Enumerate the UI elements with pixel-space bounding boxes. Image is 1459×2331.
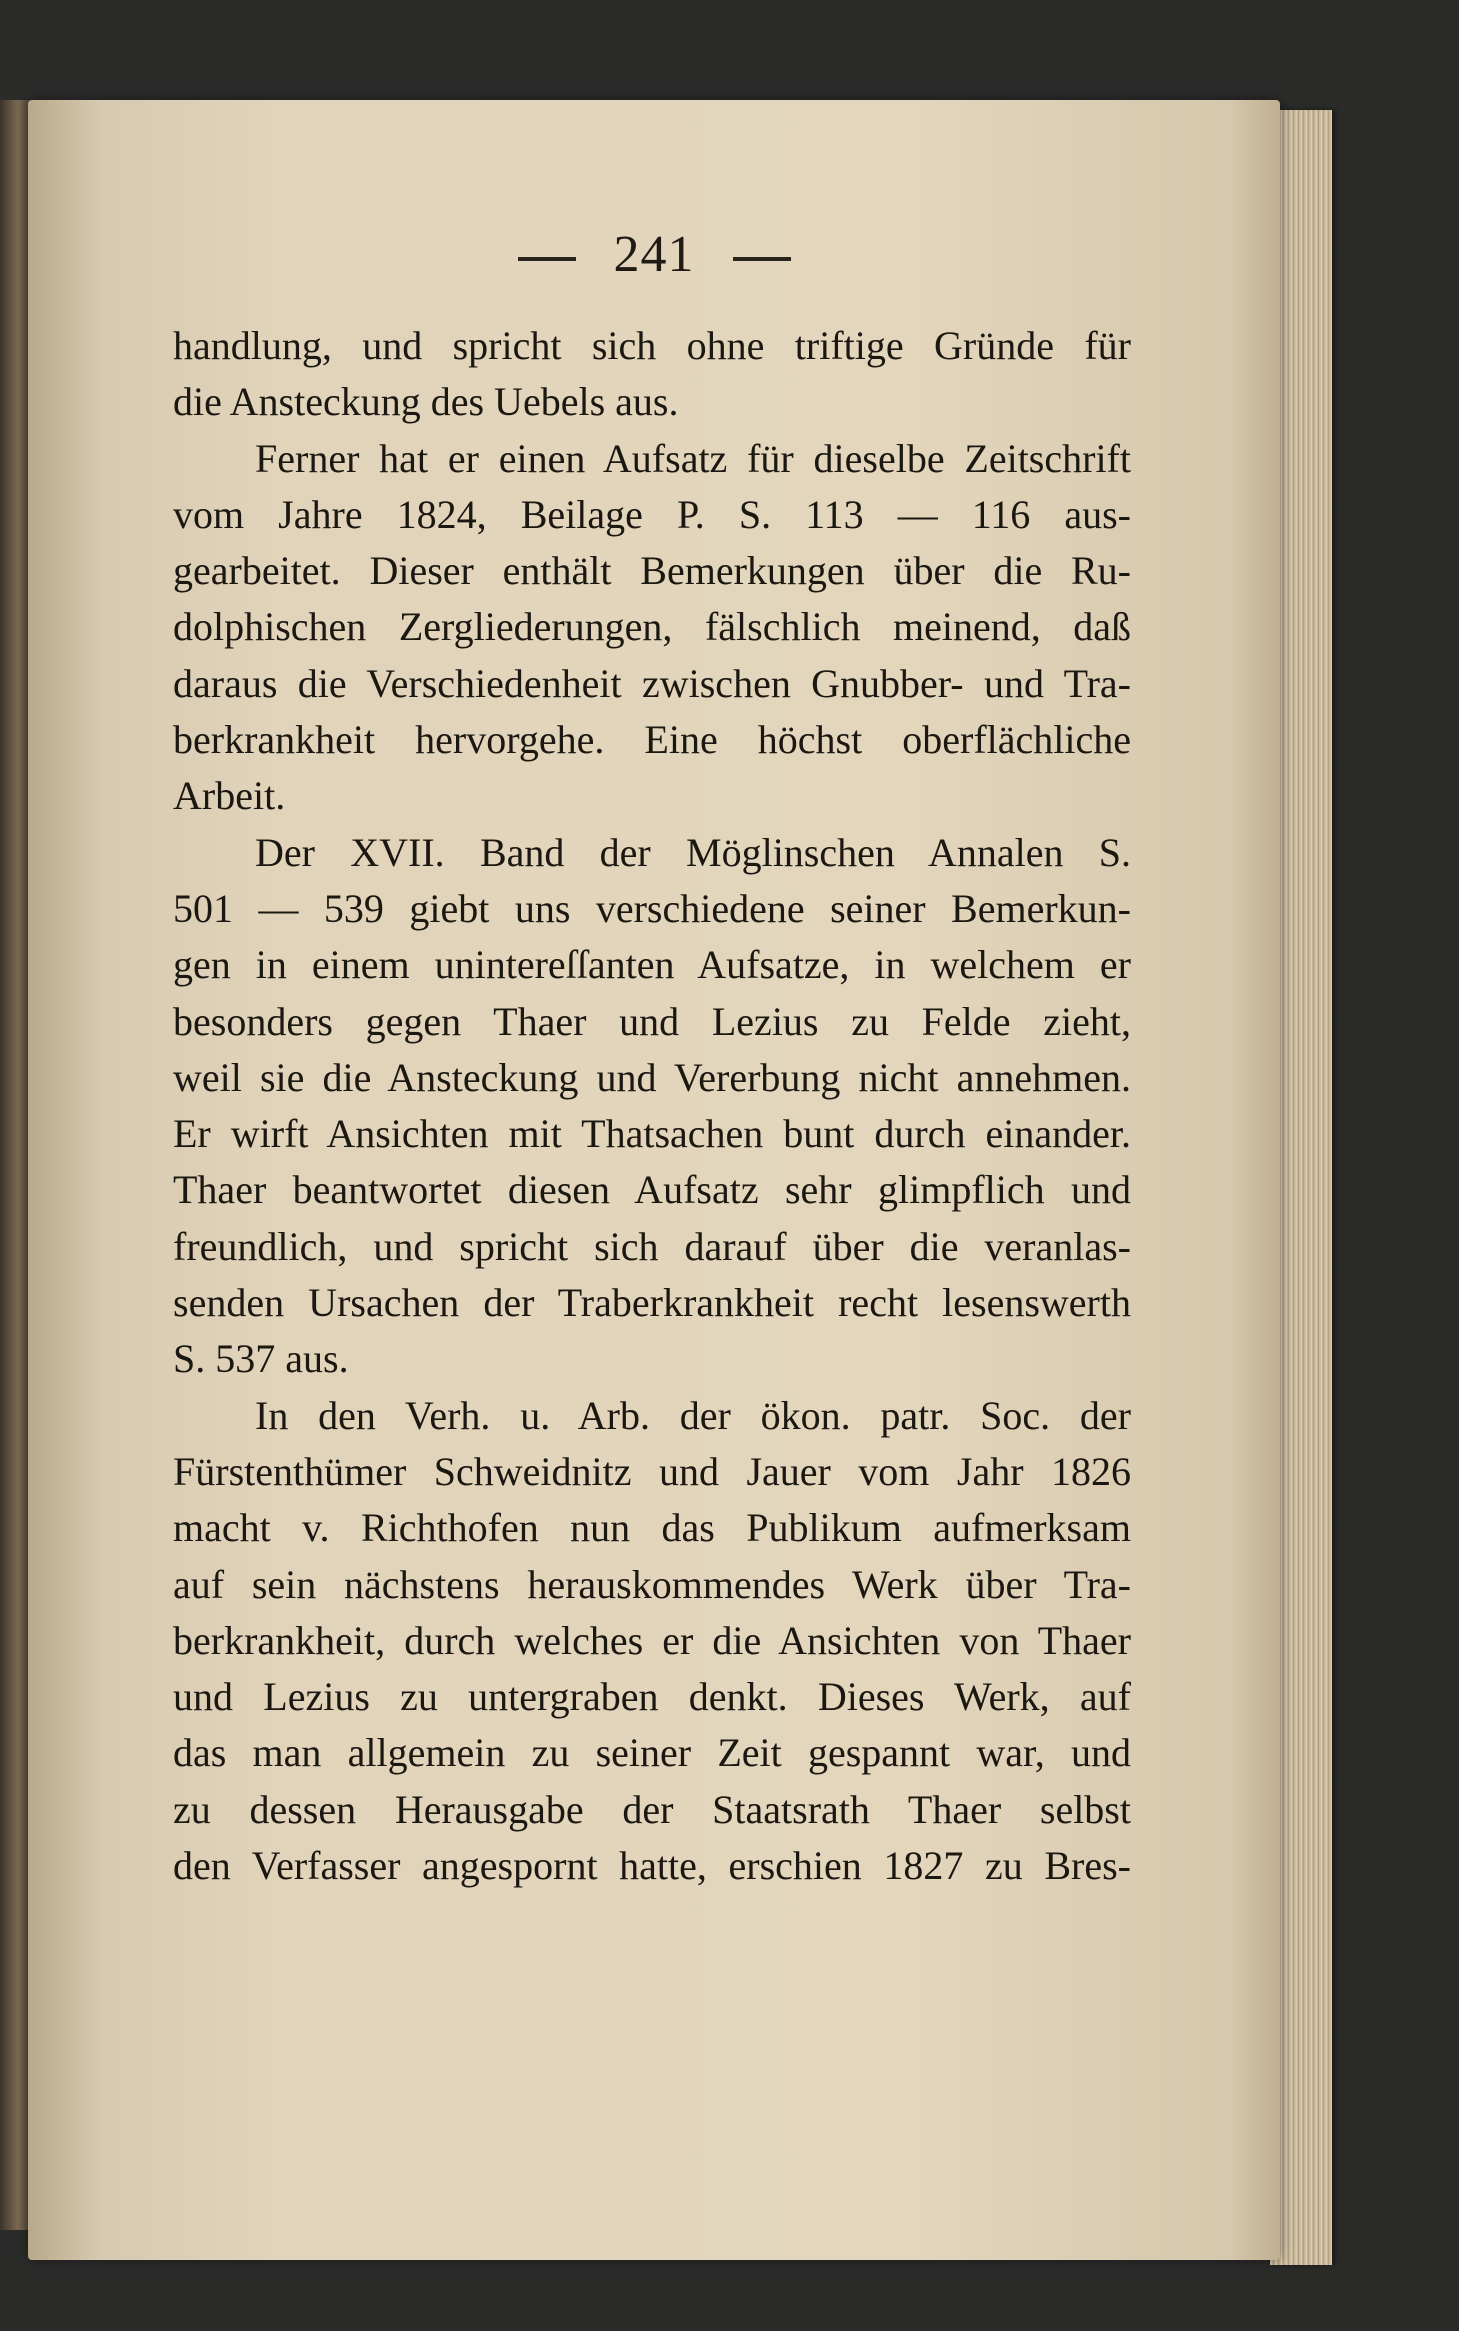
- text-line: 501 — 539 giebt uns verschiedene seiner Bemerkun-: [173, 885, 1131, 931]
- text-line: daraus die Verschiedenheit zwischen Gnubber- und Tra-: [173, 660, 1131, 706]
- text-line: zu dessen Herausgabe der Staatsrath Thaer selbst: [173, 1786, 1131, 1832]
- left-page-edge: [0, 100, 30, 2230]
- body-text: [173, 318, 1131, 1894]
- page-number: 241: [613, 226, 695, 283]
- text-line: Thaer beantwortet diesen Aufsatz sehr glimpflich und: [173, 1167, 1131, 1213]
- text-line: In den Verh. u. Arb. der ökon. patr. Soc. der: [255, 1392, 1131, 1438]
- text-line: Ferner hat er einen Aufsatz für dieselbe Zeitschrift: [255, 435, 1131, 481]
- page-header: [28, 225, 1280, 284]
- text-line: dolphischen Zergliederungen, fälschlich meinend, daß: [173, 604, 1131, 650]
- text-line: freundlich, und spricht sich darauf über die veranlas-: [173, 1223, 1131, 1269]
- text-line: den Verfasser angespornt hatte, erschien 1827 zu Bres-: [173, 1843, 1131, 1889]
- text-line: das man allgemein zu seiner Zeit gespannt war, und: [173, 1730, 1131, 1776]
- text-line: berkrankheit, durch welches er die Ansichten von Thaer: [173, 1617, 1131, 1663]
- text-line: S. 537 aus.: [173, 1336, 349, 1382]
- text-line: berkrankheit hervorgehe. Eine höchst oberflächliche: [173, 717, 1131, 763]
- header-dash-left: [518, 257, 576, 261]
- text-line: gen in einem unintereſſanten Aufsatze, in welchem er: [173, 942, 1131, 988]
- header-dash-right: [733, 257, 791, 261]
- text-line: macht v. Richthofen nun das Publikum aufmerksam: [173, 1505, 1131, 1551]
- text-line: auf sein nächstens herauskommendes Werk über Tra-: [173, 1561, 1131, 1607]
- text-line: Der XVII. Band der Möglinschen Annalen S.: [255, 829, 1131, 875]
- text-line: vom Jahre 1824, Beilage P. S. 113 — 116 aus-: [173, 491, 1131, 537]
- text-line: weil sie die Ansteckung und Vererbung nicht annehmen.: [173, 1054, 1131, 1100]
- text-line: und Lezius zu untergraben denkt. Dieses Werk, auf: [173, 1674, 1131, 1720]
- text-line: Fürstenthümer Schweidnitz und Jauer vom Jahr 1826: [173, 1448, 1131, 1494]
- text-line: Er wirft Ansichten mit Thatsachen bunt durch einander.: [173, 1111, 1131, 1157]
- book-page: [28, 100, 1280, 2260]
- text-line: besonders gegen Thaer und Lezius zu Felde zieht,: [173, 998, 1131, 1044]
- text-line: gearbeitet. Dieser enthält Bemerkungen über die Ru-: [173, 548, 1131, 594]
- text-line: senden Ursachen der Traberkrankheit recht lesenswerth: [173, 1280, 1131, 1326]
- text-line: Arbeit.: [173, 773, 286, 819]
- text-line: handlung, und spricht sich ohne triftige Gründe für: [173, 323, 1131, 368]
- text-line: die Ansteckung des Uebels aus.: [173, 379, 679, 425]
